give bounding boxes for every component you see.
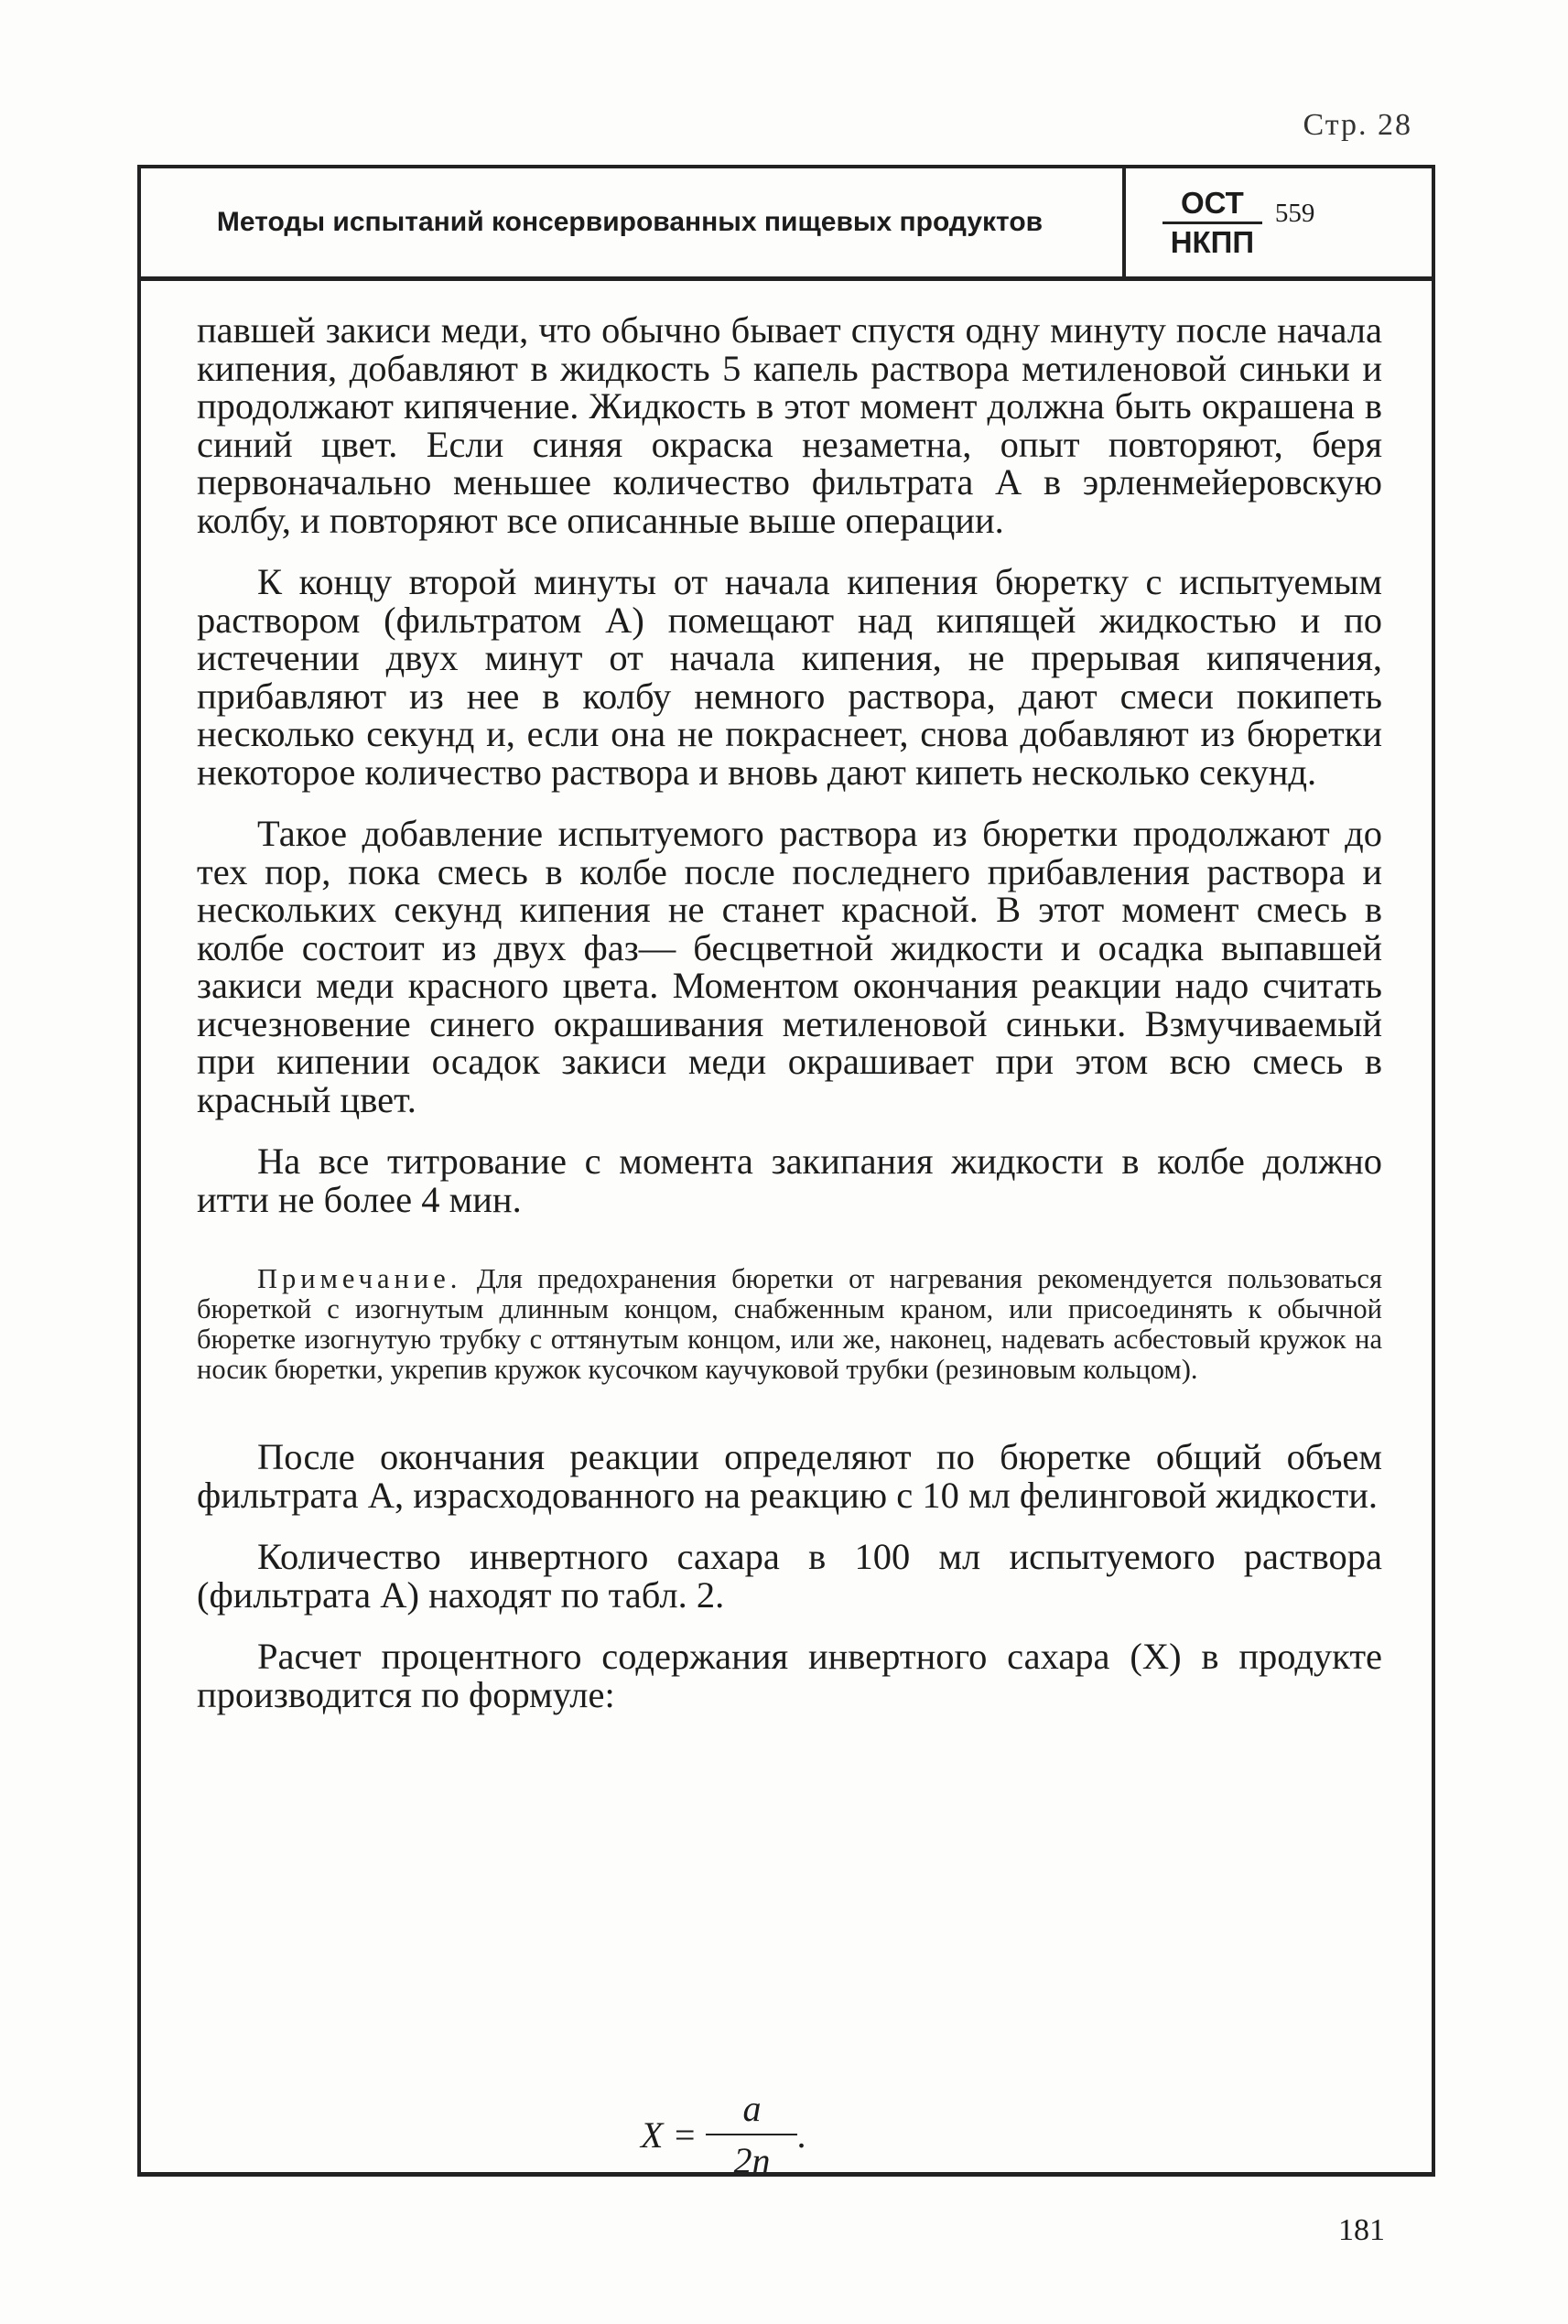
paragraph-5: После окончания реакции определяют по бюретке общий объем фильтрата А, израсходованного на реакцию с 10 мл фелинговой жидкости. bbox=[197, 1436, 1382, 1516]
page-number: 181 bbox=[1338, 2213, 1385, 2247]
bottom-rule bbox=[137, 2172, 1435, 2177]
formula-denominator: 2n bbox=[733, 2140, 771, 2181]
formula bbox=[641, 2087, 806, 2182]
paragraph-7: Расчет процентного содержания инвертного сахара (X) в продукте производится по формуле: bbox=[197, 1636, 1382, 1715]
note-label: Примечание. bbox=[257, 1263, 462, 1294]
standard-header bbox=[137, 165, 1435, 281]
note-text: Для предохранения бюретки от нагревания рекомендуется пользоваться бюреткой с изогнутым длинным концом, снабженным краном, или присоединять к обычной бюретке изогнутую трубку с оттянутым концом, или же, наконец, надевать асбестовый кружок на носик бюретки, укрепив кружок кусочком каучуковой трубки (резиновым кольцом). bbox=[197, 1263, 1382, 1385]
standard-fraction bbox=[1162, 185, 1262, 261]
standard-designation bbox=[1126, 168, 1435, 276]
page-label: Стр. 28 bbox=[1303, 108, 1412, 142]
formula-lhs: X = bbox=[641, 2113, 697, 2156]
header-title: Методы испытаний консервированных пищевых продуктов bbox=[137, 168, 1126, 276]
standard-top: ОСТ bbox=[1162, 185, 1262, 224]
formula-fraction bbox=[706, 2087, 797, 2182]
main-text bbox=[197, 311, 1382, 1737]
standard-number: 559 bbox=[1274, 198, 1315, 228]
paragraph-2: К концу второй минуты от начала кипения бюретку с испытуемым раствором (фильтратом А) помещают над кипящей жидкостью и по истечении двух минут от начала кипения, не прерывая кипячения, прибавляют из нее в колбу немного раствора, дают смеси покипеть несколько секунд и, если она не покраснеет, снова добавляют из бюретки некоторое количество раствора и вновь дают кипеть несколько секунд. bbox=[197, 561, 1382, 793]
standard-bottom: НКПП bbox=[1170, 224, 1255, 259]
paragraph-3: Такое добавление испытуемого раствора из бюретки продолжают до тех пор, пока смесь в колбе после последнего прибавления раствора и нескольких секунд кипения не станет красной. В этот момент смесь в колбе состоит из двух фаз— бесцветной жидкости и осадка выпавшей закиси меди красного цвета. Моментом окончания реакции надо считать исчезновение синего окрашивания метиленовой синьки. Взмучиваемый при кипении осадок закиси меди окрашивает при этом всю смесь в красный цвет. bbox=[197, 813, 1382, 1120]
formula-trail: . bbox=[797, 2113, 807, 2156]
paragraph-6: Количество инвертного сахара в 100 мл испытуемого раствора (фильтрата А) находят по табл. 2. bbox=[197, 1536, 1382, 1616]
paragraph-4: На все титрование с момента закипания жидкости в колбе должно итти не более 4 мин. bbox=[197, 1140, 1382, 1220]
paragraph-1: павшей закиси меди, что обычно бывает спустя одну минуту после начала кипения, добавляют в жидкость 5 капель раствора метиленовой синьки и продолжают кипячение. Жидкость в этот момент должна быть окрашена в синий цвет. Если синяя окраска незаметна, опыт повторяют, беря первоначально меньшее количество фильтрата А в эрленмейеровскую колбу, и повторяют все описанные выше операции. bbox=[197, 309, 1382, 541]
formula-numerator: a bbox=[706, 2087, 797, 2135]
note bbox=[197, 1264, 1382, 1385]
